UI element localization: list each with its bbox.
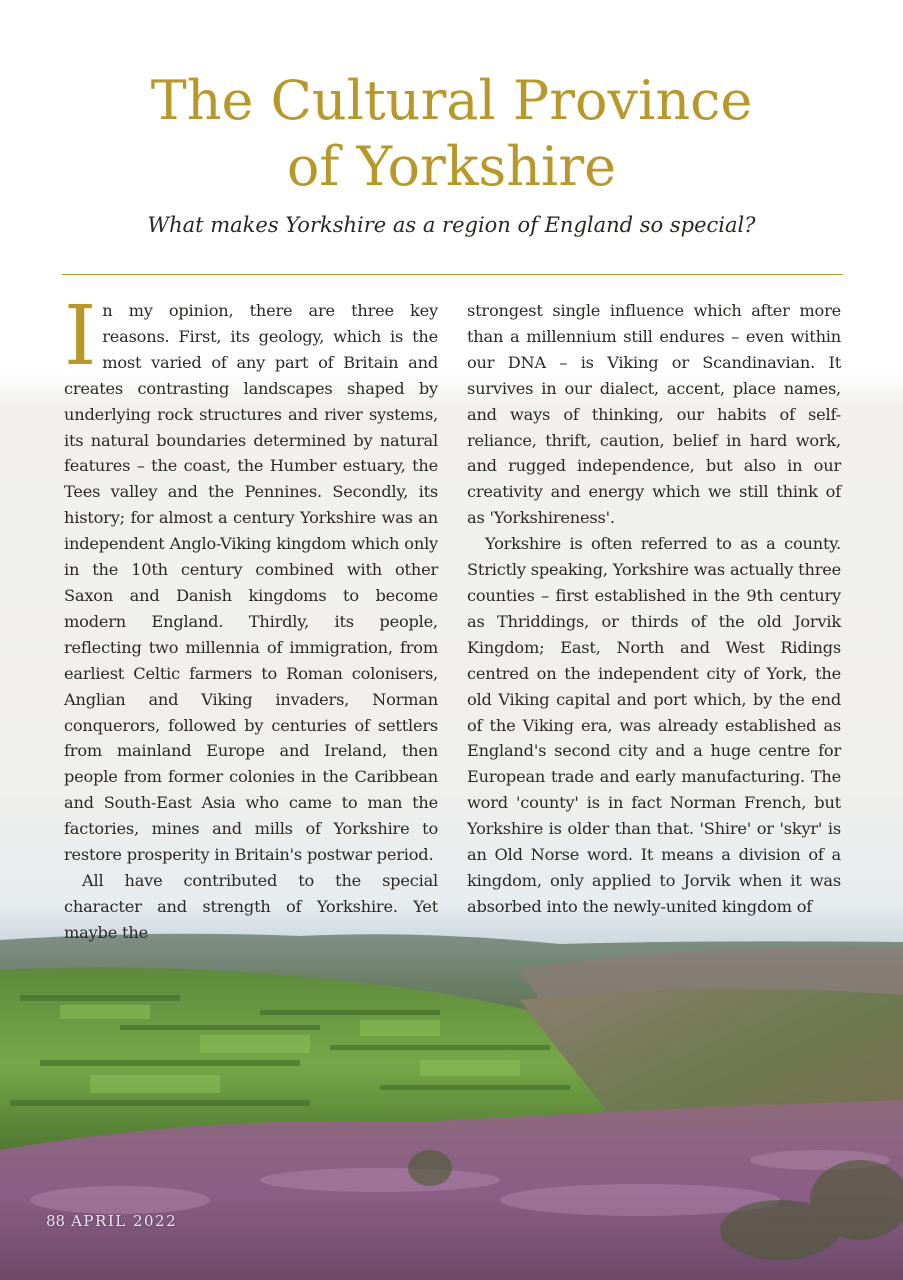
drop-cap: I xyxy=(64,289,97,384)
title-divider xyxy=(62,274,843,275)
title-line-2: of Yorkshire xyxy=(286,135,617,198)
text-column-right xyxy=(467,298,841,920)
page-footer xyxy=(46,1212,177,1230)
text-column-left xyxy=(64,289,438,946)
paragraph: Yorkshire is often referred to as a county. Strictly speaking, Yorkshire was actually three counties – first established in the 9th century as Thriddings, or thirds of the old Jorvik Kingdom; East, North and West Ridings centred on the independent city of York, the old Viking capital and port which, by the end of the Viking era, was already established as England's second city and a huge centre for European trade and early manufacturing. The word 'county' is in fact Norman French, but Yorkshire is older than that. 'Shire' or 'skyr' is an Old Norse word. It means a division of a kingdom, only applied to Jorvik when it was absorbed into the newly-united kingdom of xyxy=(467,534,841,916)
paragraph xyxy=(64,289,438,868)
issue-date: APRIL 2022 xyxy=(71,1212,178,1230)
article-title xyxy=(0,68,903,200)
paragraph: All have contributed to the special character and strength of Yorkshire. Yet maybe the xyxy=(64,870,438,942)
paragraph: strongest single influence which after more than a millennium still endures – even within our DNA – is Viking or Scandinavian. It survives in our dialect, accent, place names, and ways of thinking, our habits of self-reliance, thrift, caution, belief in hard work, and rugged independence, but also in our creativity and energy which we still think of as 'Yorkshireness'. xyxy=(467,301,841,528)
page-number: 88 xyxy=(46,1212,66,1230)
paragraph-text: n my opinion, there are three key reasons. First, its geology, which is the most varied of any part of Britain and creates contrasting landscapes shaped by underlying rock structures and river systems, its natural boundaries determined by natural features – the coast, the Humber estuary, the Tees valley and the Pennines. Secondly, its history; for almost a century Yorkshire was an independent Anglo-Viking kingdom which only in the 10th century combined with other Saxon and Danish kingdoms to become modern England. Thirdly, its people, reflecting two millennia of immigration, from earliest Celtic farmers to Roman colonisers, Anglian and Viking invaders, Norman conquerors, followed by centuries of settlers from mainland Europe and Ireland, then people from former colonies in the Caribbean and South-East Asia who came to man the factories, mines and mills of Yorkshire to restore prosperity in Britain's postwar period. xyxy=(64,301,438,865)
title-line-1: The Cultural Province xyxy=(150,69,753,132)
article-subtitle: What makes Yorkshire as a region of England so special? xyxy=(147,213,756,237)
